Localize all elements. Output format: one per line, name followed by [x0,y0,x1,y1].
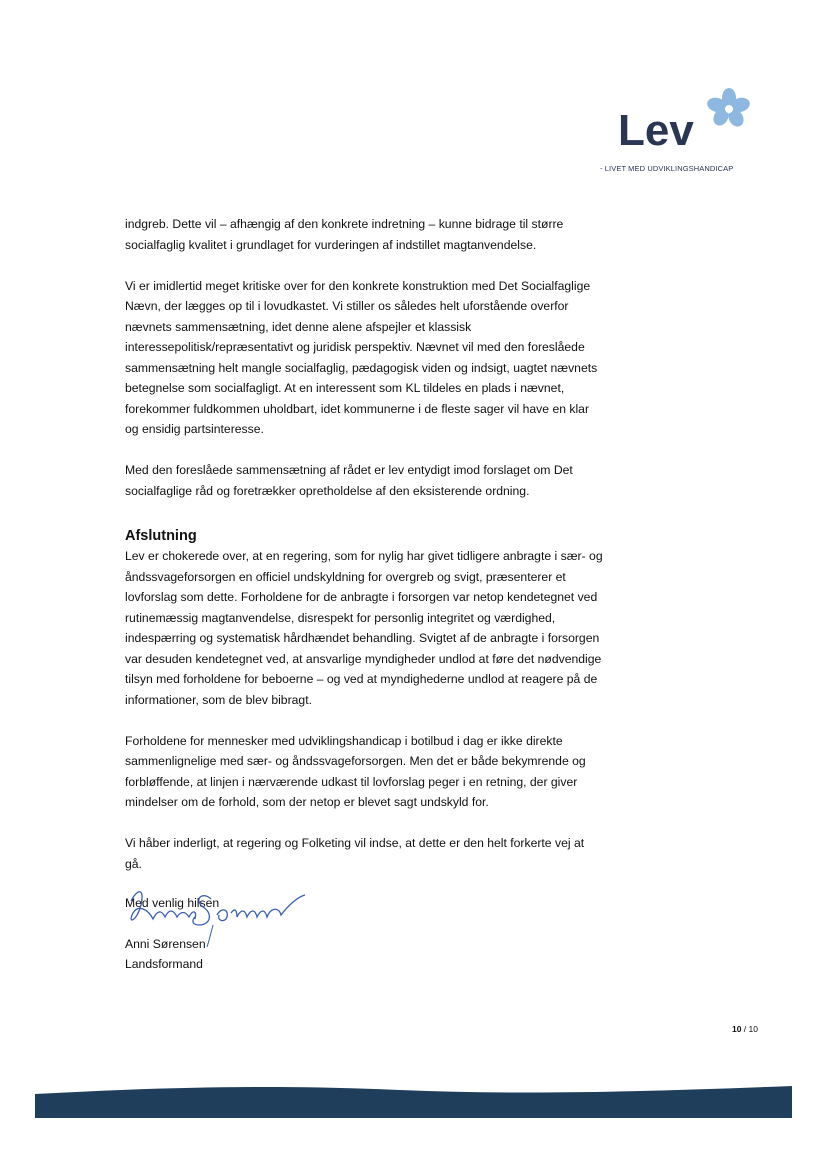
logo-wordmark: Lev [618,106,694,155]
signer-name: Anni Sørensen [125,936,206,951]
paragraph: Vi er imidlertid meget kritiske over for den konkrete konstruktion med Det Socialfaglige Nævn, der lægges op til i lovudkastet. Vi stiller os således helt uforstående overfor nævnets sammensætning, idet denne alene afspejler et klassisk interessepolitisk/repræsentativt og juridisk perspektiv. Nævnet vil med den foreslåede sammensætning helt mangle socialfaglig, pædagogisk viden og indsigt, uagtet nævnets betegnelse som socialfagligt. At en interessent som KL tildeles en plads i nævnet, forekommer fuldkommen uholdbart, idet kommunerne i de fleste sager vil have en klar og ensidig partsinteresse. [125,278,598,436]
flower-icon [706,88,752,129]
paragraph: Vi håber inderligt, at regering og Folketing vil indse, at dette er den helt forkerte vej at gå. [125,836,585,871]
paragraph: Med den foreslåede sammensætning af rådet er lev entydigt imod forslaget om Det socialfaglige råd og foretrækker opretholdelse af den eksisterende ordning. [125,463,573,498]
logo-tagline: - LIVET MED UDVIKLINGSHANDICAP [600,164,734,173]
page-current: 10 [731,1024,742,1034]
handwritten-signature [119,881,319,951]
page-separator: / [741,1024,749,1034]
page-number [700,1024,758,1034]
paragraph: indgreb. Dette vil – afhængig af den konkrete indretning – kunne bidrage til større socialfaglig kvalitet i grundlaget for vurderingen af indstillet magtanvendelse. [125,217,564,252]
footer-band [0,1080,827,1140]
greeting: Med venlig hilsen [125,895,220,910]
letter-body [125,214,603,975]
section-heading: Afslutning [125,528,197,544]
paragraph: Lev er chokerede over, at en regering, som for nylig har givet tidligere anbragte i sær- og åndssvageforsorgen en officiel undskyldning for overgreb og svigt, præsenterer et lovforslag som dette. Forholdene for de anbragte i forsorgen var netop kendetegnet ved rutinemæssig magtanvendelse, disrespekt for personlig integritet og værdighed, indespærring og systematisk hårdhændet behandling. Svigtet af de anbragte i forsorgen var desuden kendetegnet ved, at ansvarlige myndigheder undlod at føre det nødvendige tilsyn med forholdene for beboerne – og ved at myndighederne undlod at reagere på de informationer, som de blev bibragt. [125,549,603,707]
signer-title: Landsformand [125,957,203,971]
paragraph: Forholdene for mennesker med udviklingshandicap i botilbud i dag er ikke direkte sammenlignelige med sær- og åndssvageforsorgen. Men det er både bekymrende og forbløffende, at linjen i nærværende udkast til lovforslag peger i en retning, der giver mindelser om de forhold, som der netop er blevet sagt undskyld for. [125,733,586,809]
page-total: 10 [748,1024,758,1034]
sign-off [125,893,603,975]
